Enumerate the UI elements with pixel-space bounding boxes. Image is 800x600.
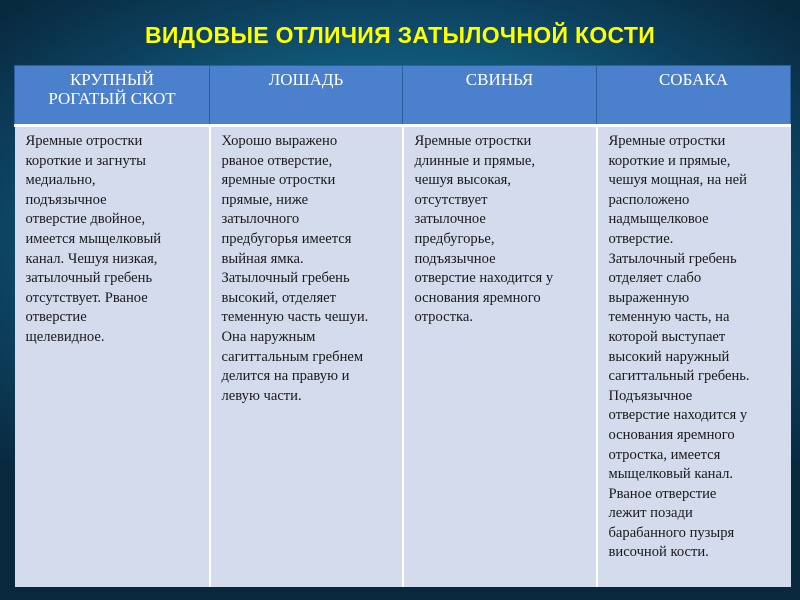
comparison-table	[14, 65, 791, 587]
column-header-horse: ЛОШАДЬ	[210, 66, 403, 126]
column-header-pig: СВИНЬЯ	[403, 66, 597, 126]
slide-title: ВИДОВЫЕ ОТЛИЧИЯ ЗАТЫЛОЧНОЙ КОСТИ	[144, 22, 656, 48]
cell-pig: Яремные отростки длинные и прямые, чешуя высокая, отсутствует затылочное предбугорье, подъязычное отверстие находится у основания яремного отростка.	[403, 126, 597, 588]
cell-horse: Хорошо выражено рваное отверстие, яремные отростки прямые, ниже затылочного предбугорья имеется выйная ямка. Затылочный гребень высокий, отделяет теменную часть чешуи. Она наружным сагиттальным гребнем делится на правую и левую части.	[210, 126, 403, 588]
column-header-dog: СОБАКА	[597, 66, 791, 126]
cell-cattle: Яремные отростки короткие и загнуты медиально, подъязычное отверстие двойное, имеется мыщелковый канал. Чешуя низкая, затылочный гребень отсутствует. Рваное отверстие щелевидное.	[15, 126, 210, 588]
table-row	[15, 126, 791, 588]
column-header-cattle: КРУПНЫЙ РОГАТЫЙ СКОТ	[15, 66, 210, 126]
header-row	[15, 66, 791, 126]
cell-dog: Яремные отростки короткие и прямые, чешуя мощная, на ней расположено надмыщелковое отверстие. Затылочный гребень отделяет слабо выраженную теменную часть, на которой выступает высокий наружный сагиттальный гребень. Подъязычное отверстие находится у основания яремного отростка, имеется мыщелковый канал. Рваное отверстие лежит позади барабанного пузыря височной кости.	[597, 126, 791, 588]
